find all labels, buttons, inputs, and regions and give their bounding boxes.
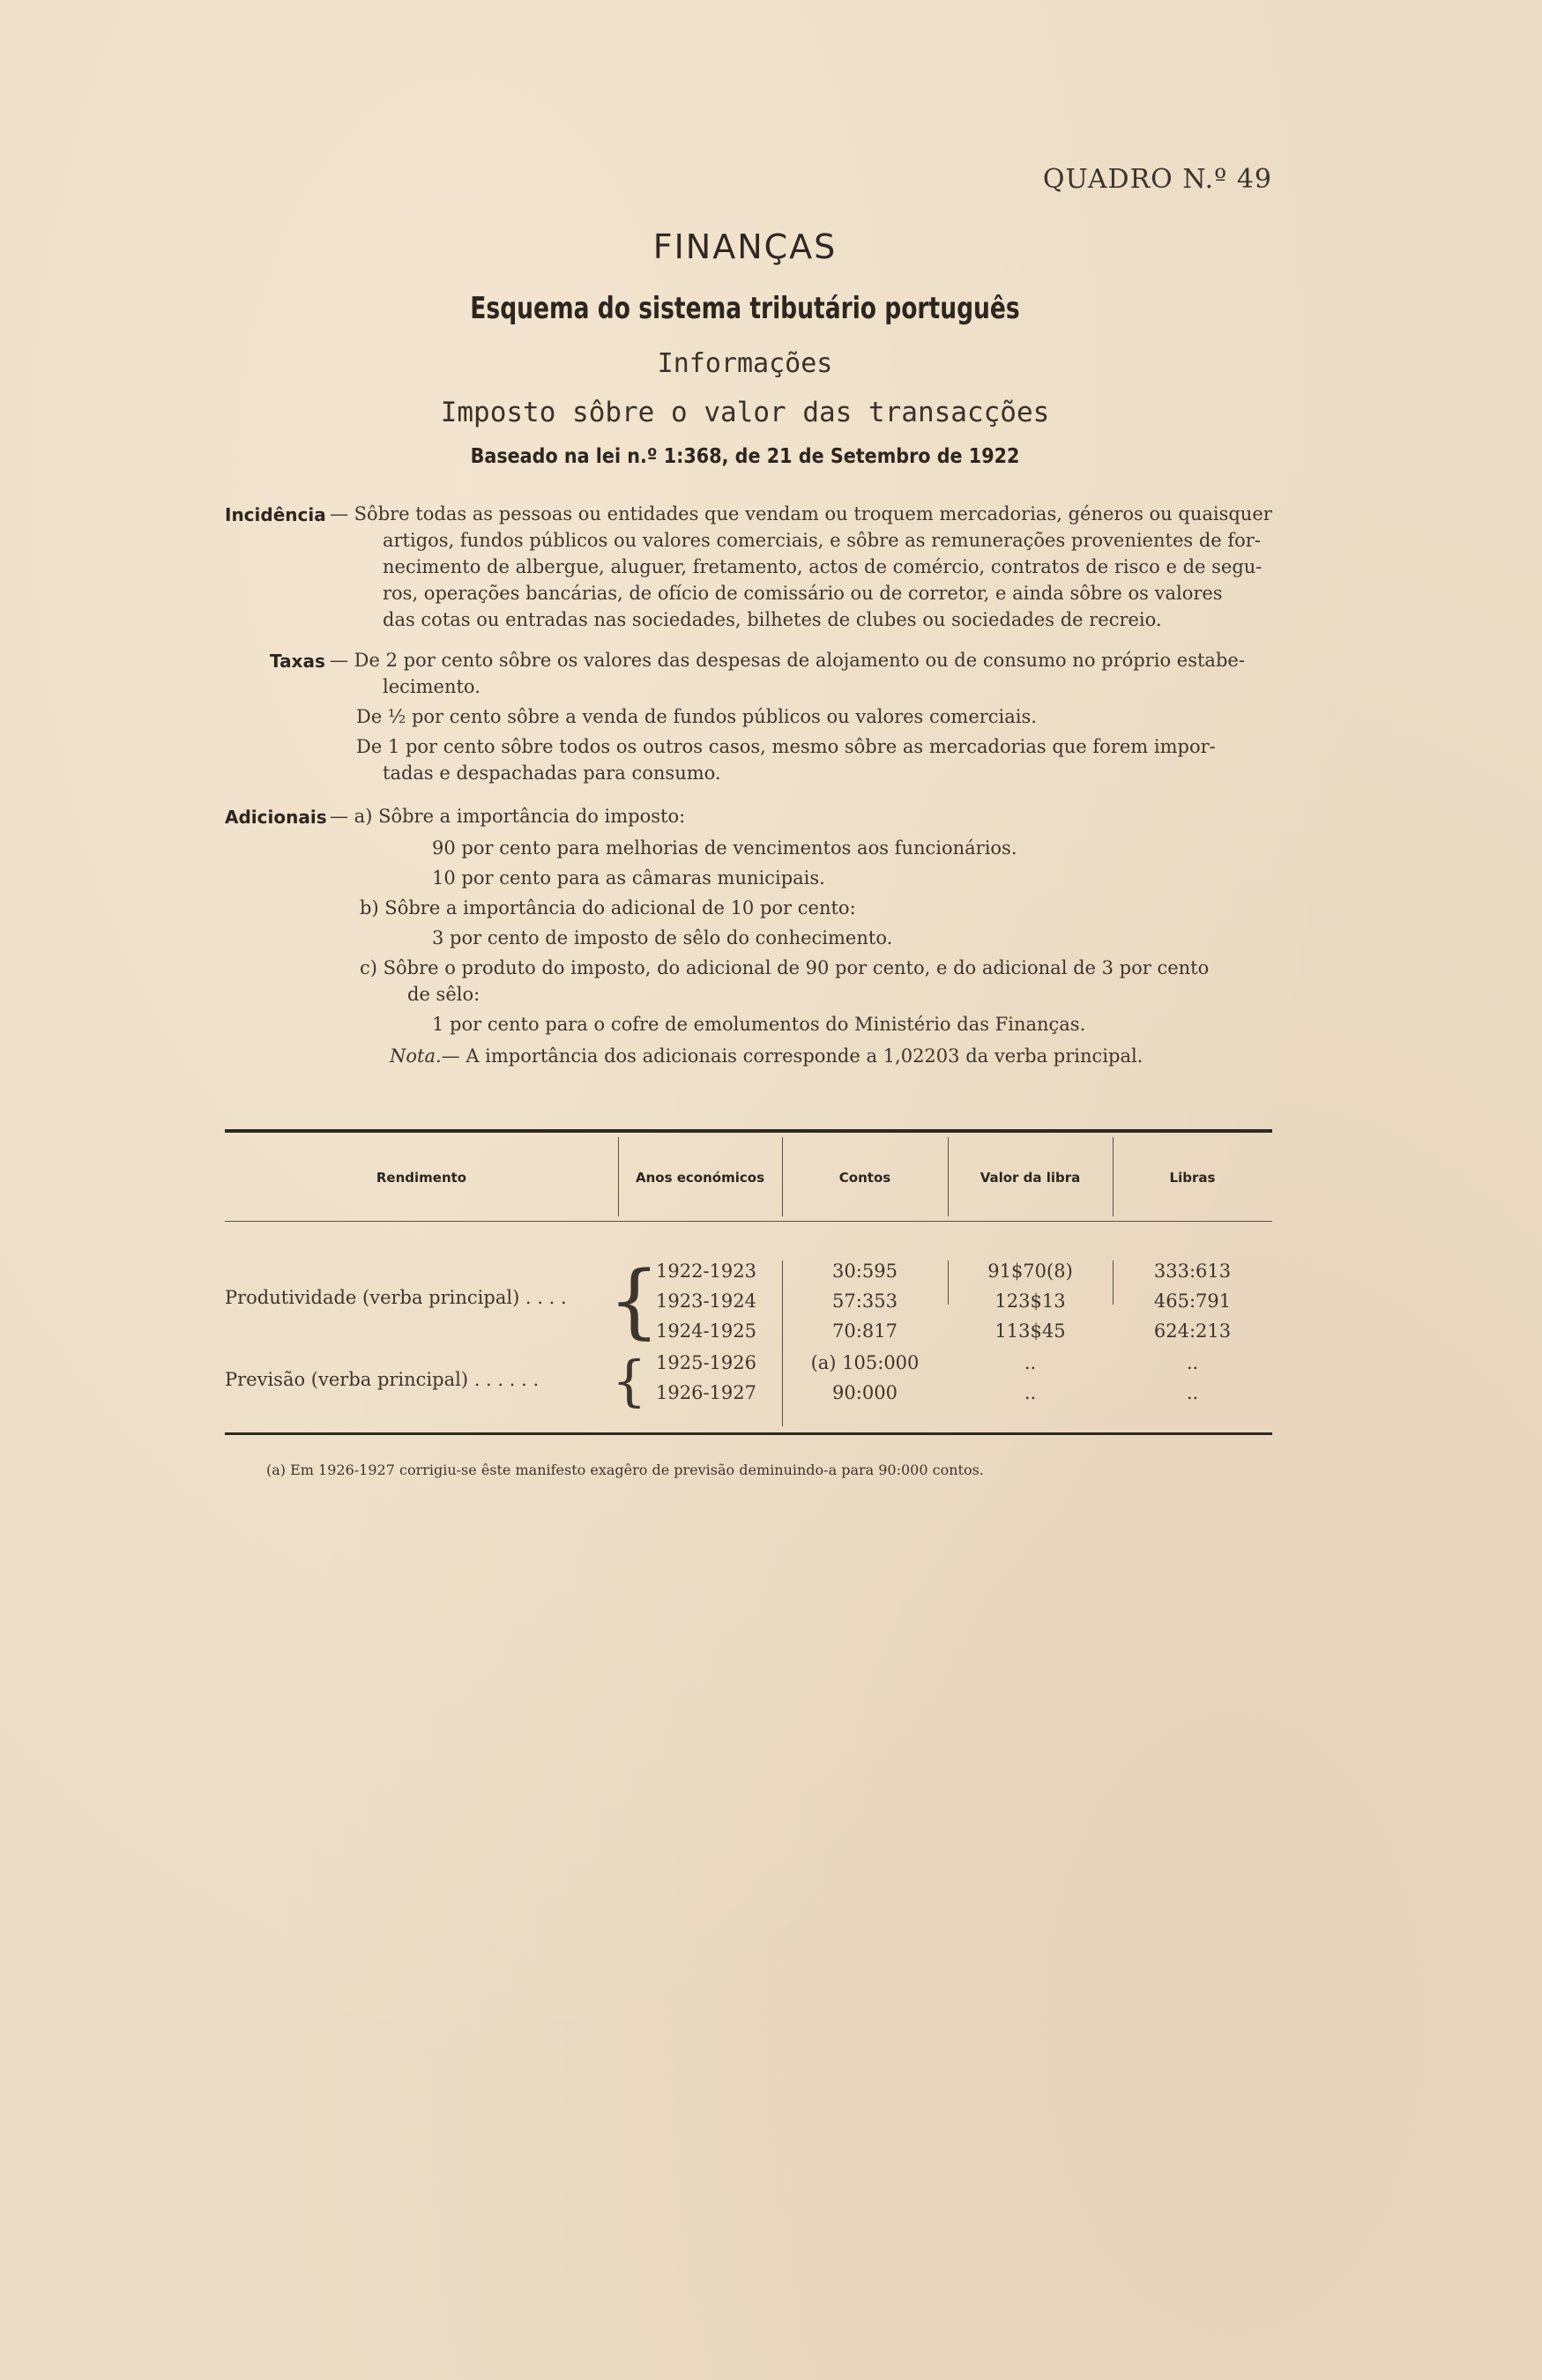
table-cell-contos: (a) 105:000 (810, 1352, 920, 1373)
nota (330, 1043, 1275, 1069)
adicionais-item: 10 por cento para as câmaras municipais. (432, 867, 825, 889)
table-number: QUADRO N.º 49 (1042, 164, 1272, 195)
header-anos: Anos económicos (636, 1170, 764, 1186)
table-cell-ano: 1924-1925 (656, 1320, 756, 1342)
adicionais-item: 90 por cento para melhorias de vencimentos aos funcionários. (432, 837, 1017, 859)
adicionais-a-head: — a) Sôbre a importância do imposto: (330, 806, 686, 827)
taxas-line: lecimento. (383, 676, 480, 697)
table-cell-libras: .. (1186, 1382, 1199, 1403)
table-cell-valor: 91$70(8) (987, 1261, 1073, 1282)
page-title: Esquema do sistema tributário português (470, 291, 1020, 326)
table-cell-libras: .. (1186, 1352, 1199, 1373)
subtitle: Informações (657, 348, 833, 379)
taxas-line: De 1 por cento sôbre todos os outros casos, mesmo sôbre as mercadorias que forem impor- (356, 736, 1216, 757)
table-cell-contos: 57:353 (832, 1290, 898, 1312)
tax-name: Imposto sôbre o valor das transacções (440, 397, 1050, 428)
table-cell-libras: 465:791 (1153, 1290, 1232, 1312)
nota-label: Nota. (390, 1045, 442, 1067)
taxas-line: tadas e despachadas para consumo. (383, 762, 721, 784)
table-cell-contos: 30:595 (832, 1261, 898, 1282)
row-group-label: Produtividade (verba principal) . . . . (225, 1287, 567, 1308)
section-title: FINANÇAS (652, 227, 838, 266)
table-top-rule (225, 1129, 1272, 1133)
table-cell-ano: 1925-1926 (656, 1352, 756, 1373)
incidencia-line: — Sôbre todas as pessoas ou entidades que vendam ou troquem mercadorias, géneros ou quaisquer (330, 503, 1272, 524)
table-header-rule (225, 1221, 1272, 1222)
incidencia-text (330, 501, 1275, 633)
law-reference: Baseado na lei n.º 1:368, de 21 de Setembro de 1922 (470, 445, 1020, 468)
table-cell-libras: 333:613 (1153, 1261, 1232, 1282)
table-cell-valor: 123$13 (994, 1290, 1066, 1312)
table-cell-ano: 1926-1927 (656, 1382, 756, 1403)
nota-text: — A importância dos adicionais corresponde a 1,02203 da verba principal. (441, 1045, 1143, 1067)
incidencia-label: Incidência (225, 504, 326, 525)
adicionais-item: 3 por cento de imposto de sêlo do conhecimento. (432, 927, 893, 948)
table-cell-contos: 70:817 (832, 1320, 898, 1342)
incidencia-line: das cotas ou entradas nas sociedades, bilhetes de clubes ou sociedades de recreio. (383, 609, 1162, 630)
adicionais-c-head2: de sêlo: (407, 984, 480, 1005)
taxas-label: Taxas (270, 651, 325, 672)
table-cell-valor: .. (1024, 1352, 1037, 1373)
row-group-label: Previsão (verba principal) . . . . . . (225, 1369, 540, 1390)
header-valor-libra: Valor da libra (980, 1170, 1081, 1186)
header-libras: Libras (1169, 1170, 1216, 1186)
footnote: (a) Em 1926-1927 corrigiu-se êste manifesto exagêro de previsão deminuindo-a para 90:000 contos. (266, 1461, 984, 1478)
header-rendimento: Rendimento (376, 1170, 467, 1186)
taxas-line: De ½ por cento sôbre a venda de fundos públicos ou valores comerciais. (356, 706, 1037, 727)
table-cell-contos: 90:000 (832, 1382, 898, 1403)
table-cell-ano: 1922-1923 (656, 1261, 756, 1282)
table-cell-libras: 624:213 (1153, 1320, 1232, 1342)
brace-glyph: { (608, 1253, 660, 1348)
incidencia-line: artigos, fundos públicos ou valores comerciais, e sôbre as remunerações provenientes de for- (383, 530, 1261, 551)
incidencia-line: ros, operações bancárias, de ofício de comissário ou de corretor, e ainda sôbre os valores (383, 583, 1223, 604)
adicionais-b-head: b) Sôbre a importância do adicional de 10 por cento: (360, 897, 856, 919)
taxas-line: — De 2 por cento sôbre os valores das despesas de alojamento ou de consumo no próprio estabe- (330, 650, 1245, 671)
table-cell-valor: .. (1024, 1382, 1037, 1403)
header-contos: Contos (838, 1170, 891, 1186)
table-cell-ano: 1923-1924 (656, 1290, 756, 1312)
table-cell-valor: 113$45 (994, 1320, 1066, 1342)
table-bottom-rule (225, 1432, 1272, 1435)
adicionais-label: Adicionais (225, 807, 327, 828)
adicionais-text (330, 803, 1275, 1069)
adicionais-c-head: c) Sôbre o produto do imposto, do adicional de 90 por cento, e do adicional de 3 por cento (360, 957, 1210, 978)
taxas-text (330, 647, 1275, 786)
adicionais-item: 1 por cento para o cofre de emolumentos do Ministério das Finanças. (432, 1014, 1086, 1035)
incidencia-line: necimento de albergue, aluguer, fretamento, actos de comércio, contratos de risco e de segu- (383, 556, 1263, 577)
brace-glyph: { (612, 1349, 647, 1413)
